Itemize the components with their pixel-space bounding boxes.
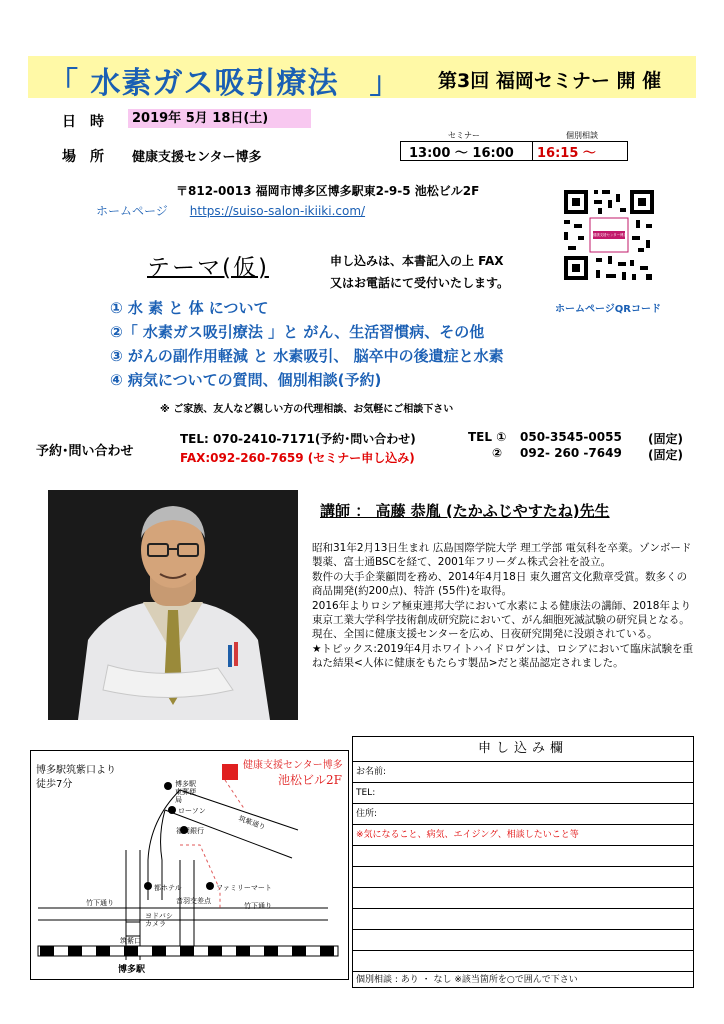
date-label: 日時: [62, 114, 118, 130]
map-station: 博多駅: [118, 965, 146, 975]
application-form: [352, 736, 694, 988]
map-center-name: 健康支援センター博多: [243, 760, 343, 771]
tel-reservation: TEL: 070-2410-7171(予約･問い合わせ): [180, 432, 416, 446]
form-blank-line[interactable]: [353, 888, 693, 909]
form-address-field[interactable]: 住所:: [353, 804, 693, 825]
form-blank-line[interactable]: [353, 951, 693, 972]
bio-paragraph: 2016年よりロシア極東連邦大学において水素による健康法の講師、2018年より東京工業大学科学技術創成研究院において、がん細胞死滅試験の研究員となる。: [312, 599, 691, 627]
tel2-tag: (固定): [648, 448, 683, 462]
lecturer-title: 講師 ： 高藤 恭胤 (たかふじやすたね)先生: [320, 502, 610, 520]
bio-paragraph: 昭和31年2月13日生まれ 広島国際学院大学 理工学部 電気科を卒業。ゾンボード製薬、富士通BSCを経て、2001年フリーダム株式会社を設立。: [312, 542, 692, 569]
map-access: 博多駅筑紫口より: [36, 765, 116, 776]
seminar-label: セミナー: [448, 131, 480, 140]
tel2-label: ②: [492, 446, 503, 460]
map-walk: 徒歩7分: [36, 779, 73, 790]
topic-item: ① 水 素 と 体 について: [110, 299, 269, 317]
address: 〒812-0013 福岡市博多区博多駅東2-9-5 池松ビル2F: [176, 184, 480, 198]
form-notes-field[interactable]: ※気になること、病気、エイジング、相談したいこと等: [353, 825, 693, 846]
apply-instructions: [330, 250, 509, 294]
map-takeshita-left: 竹下通り: [86, 899, 114, 907]
tel1-tag: (固定): [648, 432, 683, 446]
map-lawson: ローソン: [178, 807, 206, 815]
qr-inner-text: 健康支援センター博多: [593, 233, 627, 237]
place-label: 場所: [62, 149, 118, 165]
destination-marker-icon: [222, 764, 238, 780]
fax-line: FAX:092-260-7659 (セミナー申し込み): [180, 451, 415, 465]
form-blank-line[interactable]: [353, 930, 693, 951]
form-title: 申し込み欄: [353, 737, 693, 762]
map-hotel: 都ホテル: [154, 884, 182, 892]
apply-line-1: 申し込みは、本書記入の上 FAX: [330, 254, 504, 268]
map-chikushiguchi: 筑紫口: [120, 937, 141, 945]
consult-time: 16:15 ～: [537, 145, 596, 161]
qr-caption: ホームページQRコード: [555, 304, 662, 315]
date-value: 2019年 5月 18日(土): [128, 109, 311, 128]
map-takeshita-right: 竹下通り: [244, 902, 272, 910]
form-blank-line[interactable]: [353, 846, 693, 867]
homepage-link[interactable]: https://suiso-salon-ikiiki.com/: [189, 204, 366, 218]
time-box: [400, 141, 628, 161]
bio-paragraph: 数件の大手企業顧問を務め、2014年4月18日 東久邇宮文化勲章受賞。数多くの商品開発(約200点)、特許 (55件)を取得。: [312, 570, 688, 598]
topic-item: ②「 水素ガス吸引療法 」と がん、生活習慣病、その他: [110, 323, 485, 341]
map-yodobashi: ヨドバシカメラ: [145, 912, 173, 928]
tel2-number: 092- 260 -7649: [520, 446, 622, 460]
homepage-label: ホームページ: [96, 204, 168, 218]
map-building: 池松ビル2F: [278, 773, 342, 787]
seminar-time: 13:00 ～ 16:00: [401, 142, 533, 160]
form-consult-choice[interactable]: 個別相談 : あり ・ なし ※該当箇所を○で囲んで下さい: [356, 975, 578, 985]
map-chikushi-street: 筑紫通り: [237, 814, 267, 832]
consult-label: 個別相談: [566, 131, 598, 140]
topic-item: ③ がんの副作用軽減 と 水素吸引、 脳卒中の後遺症と水素: [110, 347, 504, 365]
tel1-label: TEL ①: [468, 430, 507, 444]
theme-title: テーマ(仮): [147, 255, 269, 281]
tel1-number: 050-3545-0055: [520, 430, 622, 444]
map-intersection: 音羽交差点: [176, 897, 211, 905]
title-banner: [28, 56, 696, 101]
bio-paragraph: 現在、全国に健康支援センターを広め、日夜研究開発に没頭されている。: [312, 628, 658, 641]
proxy-note: ※ ご家族、友人など親しい方の代理相談、お気軽にご相談下さい: [160, 404, 454, 415]
place-value: 健康支援センター博多: [132, 150, 262, 165]
homepage-line: [96, 202, 365, 219]
apply-line-2: 又はお電話にて受付いたします。: [330, 276, 510, 290]
bio-paragraph: ★トピックス:2019年4月ホワイトハイドロゲンは、ロシアにおいて臨床試験を重ねた結果<人体に健康をもたらす製品>だと薬品認定されました。: [312, 642, 694, 670]
contact-label: 予約･問い合わせ: [36, 444, 134, 459]
form-blank-line[interactable]: [353, 909, 693, 930]
map-post-office: 博多駅東郵便局: [175, 780, 196, 804]
page-title: 「 水素ガス吸引療法 」: [48, 66, 401, 101]
map-familymart: ファミリーマート: [216, 884, 272, 892]
topic-item: ④ 病気についての質問、個別相談(予約): [110, 371, 382, 389]
form-name-field[interactable]: お名前:: [353, 762, 693, 783]
lecturer-bio: [312, 541, 694, 671]
map-bank: 福岡銀行: [176, 827, 204, 835]
seminar-subtitle: 第3回 福岡セミナー 開 催: [438, 70, 662, 92]
lecturer-photo: [48, 490, 298, 720]
form-blank-line[interactable]: [353, 867, 693, 888]
form-tel-field[interactable]: TEL:: [353, 783, 693, 804]
